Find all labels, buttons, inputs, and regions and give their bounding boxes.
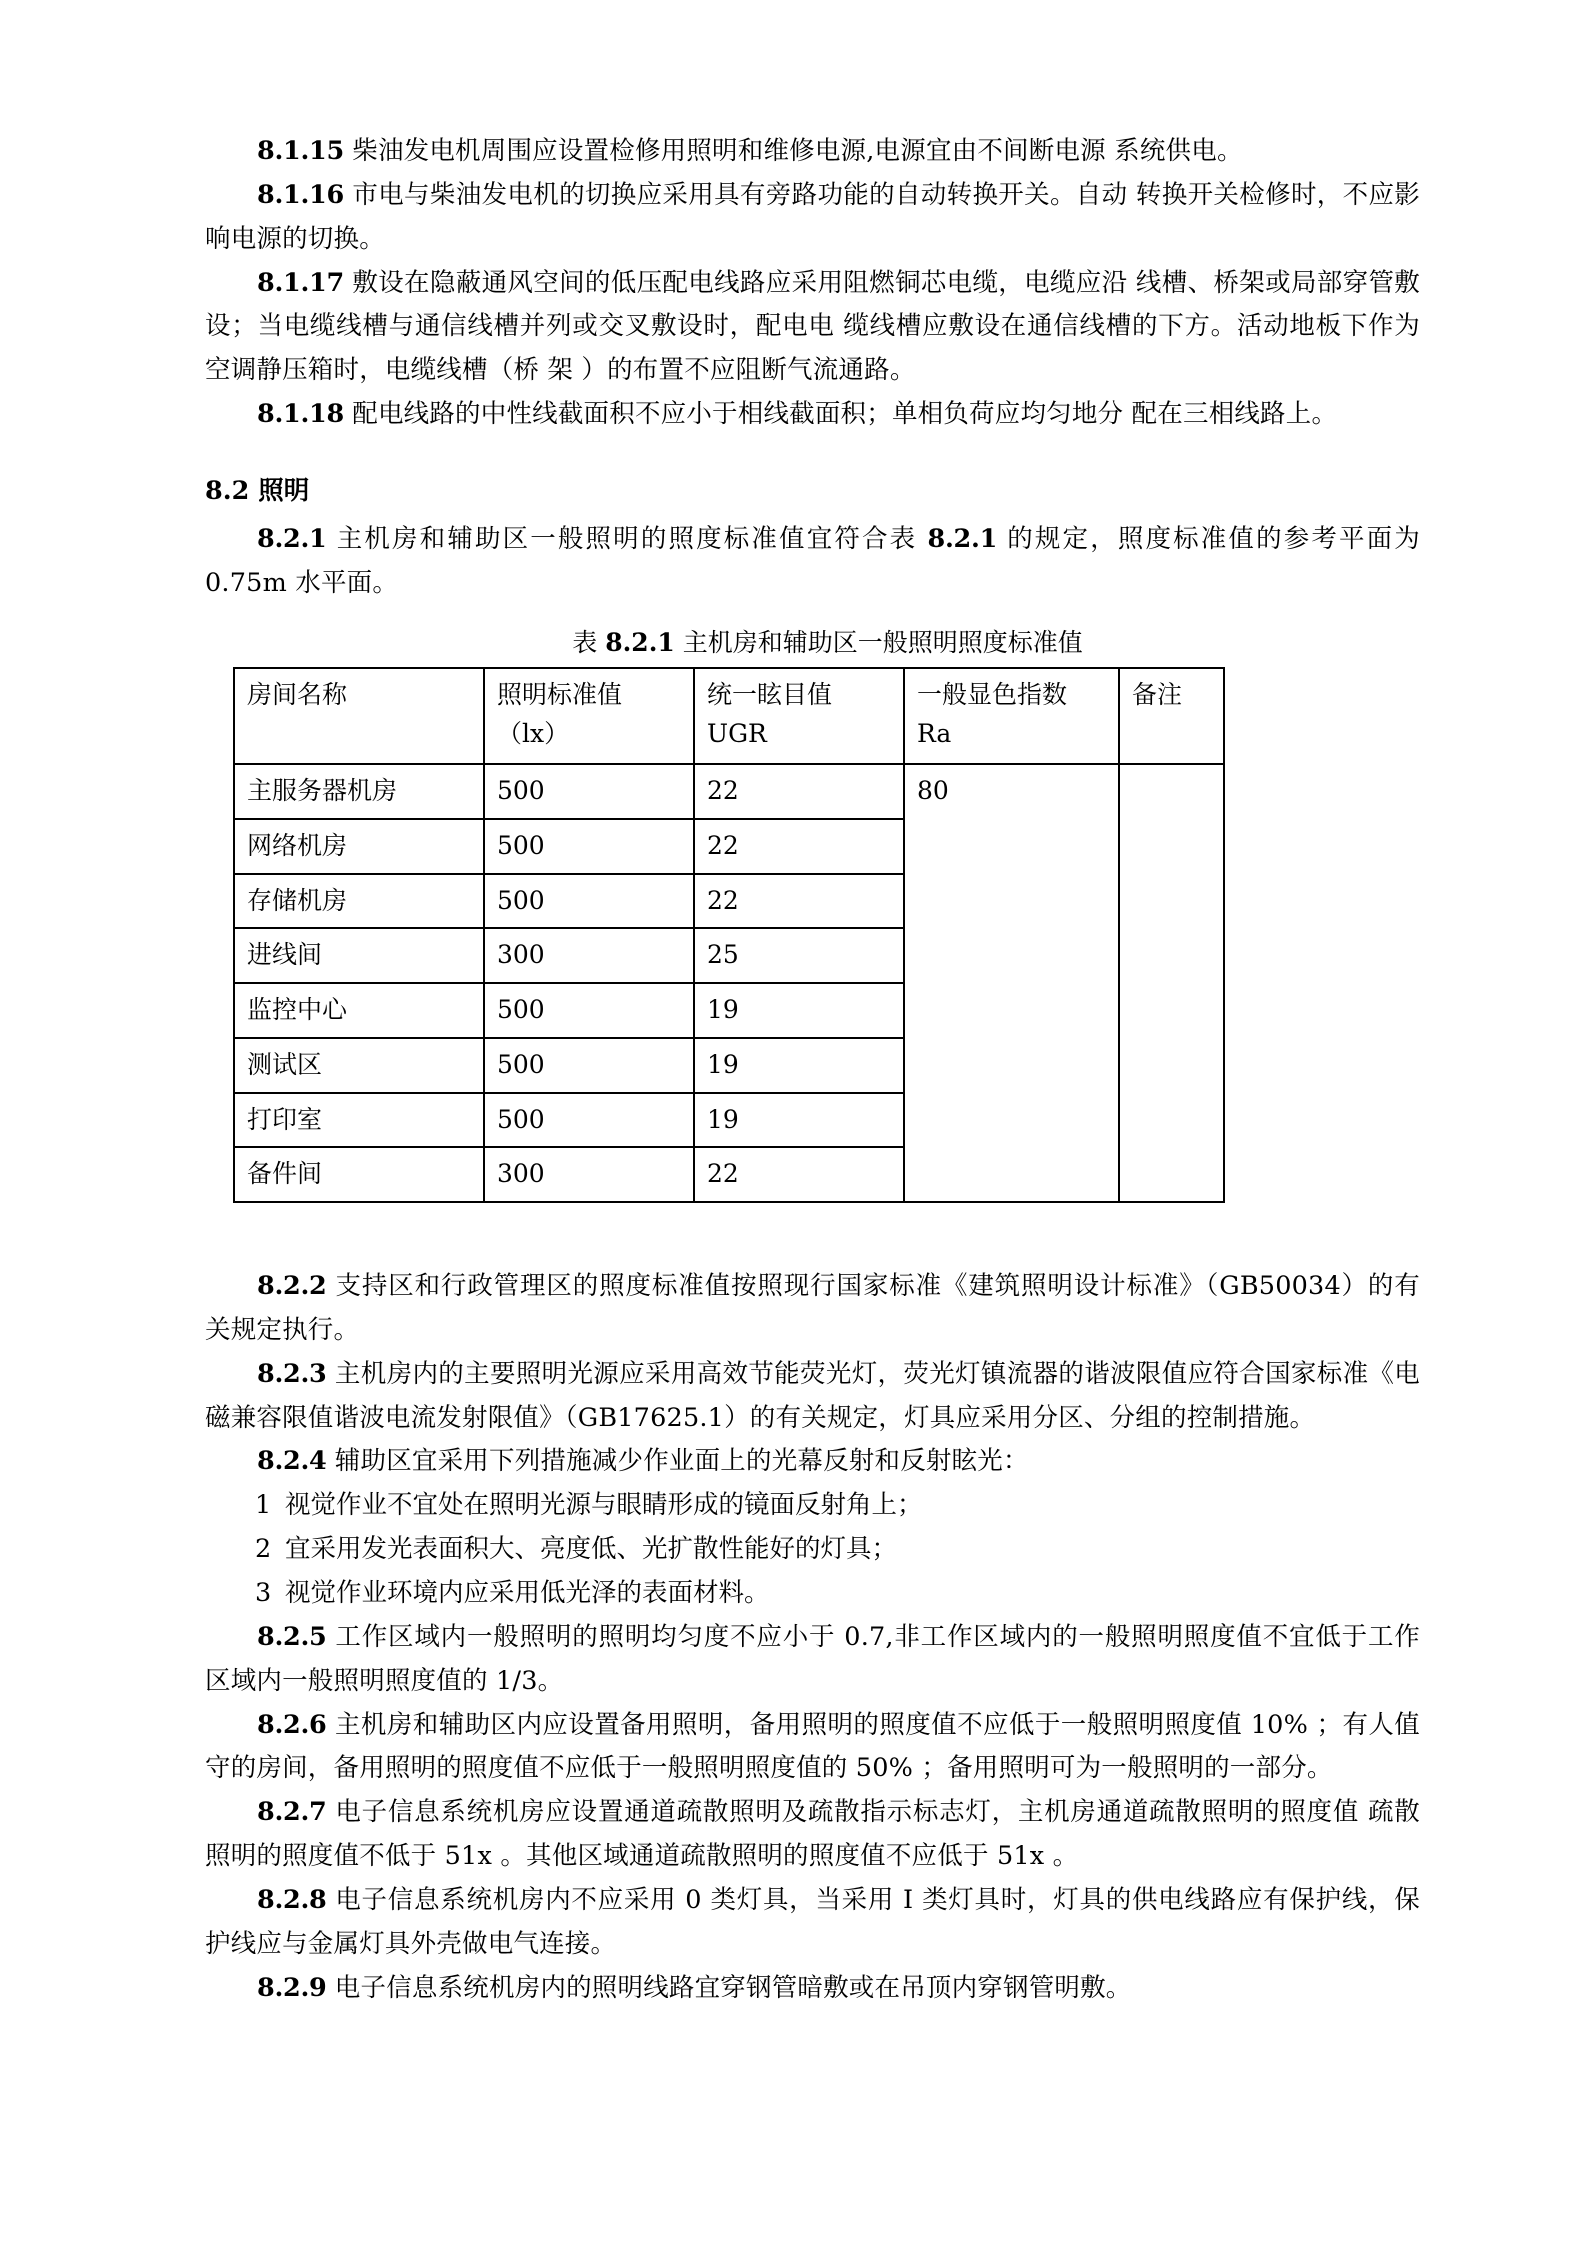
list-item-text: 视觉作业环境内应采用低光泽的表面材料。 bbox=[285, 1578, 770, 1609]
cell-lux: 300 bbox=[484, 1147, 694, 1202]
table-caption bbox=[205, 624, 1420, 662]
cell-room: 主服务器机房 bbox=[234, 764, 484, 819]
paragraph-8-1-18 bbox=[205, 393, 1420, 437]
paragraph-8-2-6 bbox=[205, 1704, 1420, 1792]
cell-ugr: 19 bbox=[694, 1038, 904, 1093]
table-row bbox=[234, 764, 1224, 819]
list-item bbox=[205, 1572, 1420, 1616]
list-item-number: 3 bbox=[255, 1578, 272, 1609]
column-header-ugr bbox=[694, 668, 904, 764]
clause-number: 8.1.16 bbox=[257, 179, 344, 210]
header-line-2: （lx） bbox=[497, 718, 570, 748]
header-line-2: UGR bbox=[707, 718, 767, 748]
clause-text: 辅助区宜采用下列措施减少作业面上的光幕反射和反射眩光： bbox=[326, 1446, 1029, 1477]
clause-number: 8.2.8 bbox=[257, 1885, 327, 1916]
paragraph-8-1-17 bbox=[205, 262, 1420, 394]
list-item-number: 1 bbox=[255, 1490, 272, 1521]
cell-lux: 500 bbox=[484, 1093, 694, 1148]
column-header-remark bbox=[1119, 668, 1224, 764]
clause-text-after: 的规定，照度标准值的参考平面为 0.75m 水平面。 bbox=[205, 523, 1420, 598]
clause-text: 配电线路的中性线截面积不应小于相线截面积；单相负荷应均匀地分 配在三相线路上。 bbox=[343, 399, 1338, 430]
cell-lux: 500 bbox=[484, 983, 694, 1038]
cell-lux: 500 bbox=[484, 764, 694, 819]
clause-text: 工作区域内一般照明的照明均匀度不应小于 0.7,非工作区域内的一般照明照度值不宜低于工作区域内一般照明照度值的 1/3。 bbox=[205, 1621, 1420, 1696]
cell-ra-merged: 80 bbox=[904, 764, 1119, 1202]
cell-ugr: 25 bbox=[694, 928, 904, 983]
cell-room: 存储机房 bbox=[234, 874, 484, 929]
cell-lux: 500 bbox=[484, 1038, 694, 1093]
clause-text: 敷设在隐蔽通风空间的低压配电线路应采用阻燃铜芯电缆，电缆应沿 线槽、桥架或局部穿管敷设；当电缆线槽与通信线槽并列或交叉敷设时，配电电 缆线槽应敷设在通信线槽的下方。活动地板下作为空调静压箱时，电缆线槽（桥 架 ）的布置不应阻断气流通路。 bbox=[205, 267, 1420, 386]
clause-number: 8.2.2 bbox=[257, 1271, 327, 1302]
clause-text-before: 主机房和辅助区一般照明的照度标准值宜符合表 bbox=[326, 523, 928, 554]
table-header bbox=[234, 668, 1224, 764]
paragraph-8-1-15 bbox=[205, 130, 1420, 174]
cell-ugr: 19 bbox=[694, 1093, 904, 1148]
list-item-number: 2 bbox=[255, 1534, 272, 1565]
paragraph-8-2-3 bbox=[205, 1353, 1420, 1441]
cell-ugr: 22 bbox=[694, 1147, 904, 1202]
header-line-1: 一般显色指数 bbox=[917, 680, 1068, 710]
clause-text: 支持区和行政管理区的照度标准值按照现行国家标准《建筑照明设计标准》（GB50034）的有关规定执行。 bbox=[205, 1271, 1420, 1345]
paragraph-8-2-4 bbox=[205, 1440, 1420, 1484]
clause-text: 电子信息系统机房内的照明线路宜穿钢管暗敷或在吊顶内穿钢管明敷。 bbox=[326, 1972, 1132, 2003]
cell-lux: 500 bbox=[484, 819, 694, 874]
paragraph-8-2-7 bbox=[205, 1791, 1420, 1879]
cell-room: 测试区 bbox=[234, 1038, 484, 1093]
sub-list-8-2-4 bbox=[205, 1484, 1420, 1616]
paragraph-8-2-2 bbox=[205, 1265, 1420, 1353]
table-header-row bbox=[234, 668, 1224, 764]
clause-text: 柴油发电机周围应设置检修用照明和维修电源,电源宜由不间断电源 系统供电。 bbox=[343, 136, 1243, 166]
illuminance-standard-table bbox=[233, 667, 1225, 1203]
clause-number: 8.2.7 bbox=[257, 1797, 327, 1828]
cell-lux: 300 bbox=[484, 928, 694, 983]
header-line-1: 房间名称 bbox=[247, 680, 348, 710]
table-caption-text: 主机房和辅助区一般照明照度标准值 bbox=[674, 627, 1083, 657]
cell-room: 网络机房 bbox=[234, 819, 484, 874]
table-body bbox=[234, 764, 1224, 1202]
clause-number: 8.1.17 bbox=[257, 267, 344, 298]
clause-text: 电子信息系统机房应设置通道疏散照明及疏散指示标志灯，主机房通道疏散照明的照度值 疏散照明的照度值不低于 51x 。其他区域通道疏散照明的照度值不应低于 51x 。 bbox=[205, 1797, 1420, 1872]
clause-number: 8.1.15 bbox=[257, 136, 344, 166]
cell-room: 备件间 bbox=[234, 1147, 484, 1202]
clause-number: 8.2.6 bbox=[257, 1709, 327, 1740]
cell-ugr: 22 bbox=[694, 874, 904, 929]
paragraph-8-2-5 bbox=[205, 1616, 1420, 1704]
cell-ugr: 22 bbox=[694, 764, 904, 819]
clause-text: 主机房内的主要照明光源应采用高效节能荧光灯，荧光灯镇流器的谐波限值应符合国家标准《电磁兼容限值谐波电流发射限值》（GB17625.1）的有关规定，灯具应采用分区、分组的控制措施。 bbox=[205, 1358, 1420, 1433]
header-line-1: 照明标准值 bbox=[497, 680, 623, 710]
clause-text: 电子信息系统机房内不应采用 0 类灯具，当采用 I 类灯具时，灯具的供电线路应有保护线，保护线应与金属灯具外壳做电气连接。 bbox=[205, 1885, 1420, 1959]
list-item bbox=[205, 1484, 1420, 1528]
header-line-2: Ra bbox=[917, 718, 952, 748]
clause-text: 市电与柴油发电机的切换应采用具有旁路功能的自动转换开关。自动 转换开关检修时，不应影响电源的切换。 bbox=[205, 179, 1420, 254]
paragraph-8-2-1 bbox=[205, 518, 1420, 606]
cell-lux: 500 bbox=[484, 874, 694, 929]
clause-number: 8.2.9 bbox=[257, 1972, 327, 2003]
list-item-text: 视觉作业不宜处在照明光源与眼睛形成的镜面反射角上； bbox=[285, 1490, 923, 1521]
paragraph-8-2-8 bbox=[205, 1879, 1420, 1967]
header-line-1: 备注 bbox=[1132, 680, 1183, 710]
column-header-room bbox=[234, 668, 484, 764]
cell-room: 监控中心 bbox=[234, 983, 484, 1038]
table-reference: 8.2.1 bbox=[927, 523, 998, 554]
clause-number: 8.2.4 bbox=[257, 1446, 327, 1477]
clause-number: 8.2.1 bbox=[257, 523, 327, 554]
document-body bbox=[205, 130, 1420, 2011]
cell-room: 进线间 bbox=[234, 928, 484, 983]
clause-text: 主机房和辅助区内应设置备用照明，备用照明的照度值不应低于一般照明照度值 10% ；有人值守的房间，备用照明的照度值不应低于一般照明照度值的 50% ；备用照明可为一般照明的一部分。 bbox=[205, 1709, 1420, 1784]
cell-remark-merged bbox=[1119, 764, 1224, 1202]
column-header-lux bbox=[484, 668, 694, 764]
section-heading-8-2: 8.2 照明 bbox=[205, 476, 310, 507]
paragraph-8-2-9 bbox=[205, 1967, 1420, 2011]
header-line-1: 统一眩目值 bbox=[707, 680, 833, 710]
column-header-ra bbox=[904, 668, 1119, 764]
cell-ugr: 19 bbox=[694, 983, 904, 1038]
cell-ugr: 22 bbox=[694, 819, 904, 874]
table-caption-number: 8.2.1 bbox=[605, 627, 675, 657]
clause-number: 8.1.18 bbox=[257, 399, 344, 430]
cell-room: 打印室 bbox=[234, 1093, 484, 1148]
paragraph-8-1-16 bbox=[205, 174, 1420, 262]
table-caption-prefix: 表 bbox=[572, 627, 606, 657]
table-bottom-spacer bbox=[205, 1203, 1420, 1265]
list-item-text: 宜采用发光表面积大、亮度低、光扩散性能好的灯具； bbox=[285, 1534, 898, 1565]
clause-number: 8.2.3 bbox=[257, 1358, 327, 1389]
clause-number: 8.2.5 bbox=[257, 1621, 327, 1652]
list-item bbox=[205, 1528, 1420, 1572]
